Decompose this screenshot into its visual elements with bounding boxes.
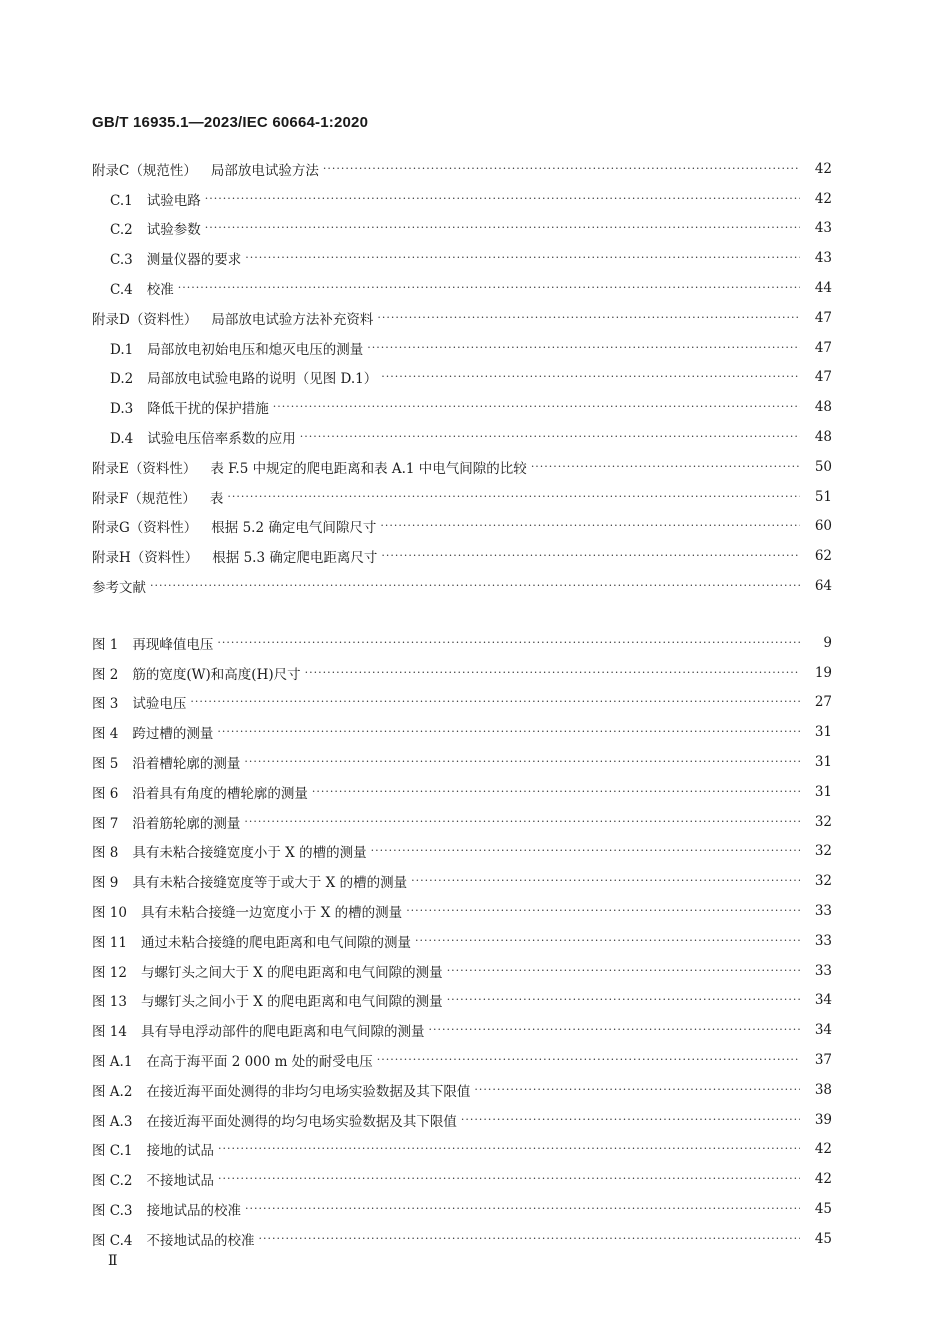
toc-entry-label (92, 1050, 377, 1070)
toc-entry-page: 42 (814, 1141, 832, 1158)
toc-entry-label (92, 1199, 245, 1219)
toc-entry-number: 图 9 (92, 875, 119, 892)
toc-entry-number: 附录D（资料性） (92, 311, 198, 328)
toc-entry-page: 43 (814, 220, 832, 237)
toc-entry[interactable] (92, 303, 832, 333)
toc-entry-number: 附录E（资料性） (92, 460, 197, 477)
toc-entry-page: 19 (814, 664, 832, 681)
toc-entry-title: 与螺钉头之间大于 X 的爬电距离和电气间隙的测量 (140, 964, 443, 981)
toc-entry-label (92, 308, 377, 328)
toc-entry-label (92, 901, 406, 921)
toc-entry-label (92, 1229, 259, 1249)
toc-entry-number: 附录F（规范性） (92, 490, 196, 507)
toc-entry[interactable] (92, 896, 832, 926)
toc-entry-number: 图 7 (92, 815, 119, 832)
toc-entry-title: 不接地试品 (146, 1173, 215, 1190)
toc-entry-label (92, 1020, 428, 1040)
toc-leader-dots (178, 280, 800, 296)
toc-entry-page: 62 (814, 548, 832, 565)
toc-entry-title: 表 (209, 490, 224, 507)
toc-entry-label (92, 516, 380, 536)
toc-entry[interactable] (92, 1015, 832, 1045)
toc-entry-title: 具有未粘合接缝宽度小于 X 的槽的测量 (132, 845, 367, 862)
toc-entry-title: 不接地试品的校准 (146, 1232, 255, 1249)
toc-leader-dots (461, 1112, 800, 1128)
toc-entry-page: 48 (814, 399, 832, 416)
toc-entry-page: 50 (814, 458, 832, 475)
toc-entry-page: 38 (814, 1081, 832, 1098)
toc-leader-dots (217, 724, 800, 740)
toc-entry-label (92, 576, 150, 596)
toc-entry-page: 64 (814, 578, 832, 595)
toc-entry-label (92, 990, 447, 1010)
toc-entry-title: 校准 (146, 282, 174, 299)
toc-entry-page: 32 (814, 873, 832, 890)
toc-leader-dots (205, 220, 800, 236)
toc-entry[interactable] (92, 658, 832, 688)
toc-entry-title: 根据 5.2 确定电气间隙尺寸 (211, 520, 377, 537)
document-header: GB/T 16935.1—2023/IEC 60664-1:2020 (92, 114, 369, 131)
toc-entry-label (92, 487, 227, 507)
toc-entry[interactable] (92, 512, 832, 542)
toc-leader-dots (381, 548, 800, 564)
toc-entry-page: 34 (814, 992, 832, 1009)
toc-leader-dots (245, 1201, 800, 1217)
toc-entry[interactable] (92, 777, 832, 807)
toc-entry[interactable] (92, 482, 832, 512)
toc-entry-label (92, 722, 217, 742)
toc-entry-title: 沿着筋轮廓的测量 (132, 815, 241, 832)
toc-entry-label (92, 1139, 218, 1159)
toc-entry-title: 表 F.5 中规定的爬电距离和表 A.1 中电气间隙的比较 (210, 460, 527, 477)
toc-entry[interactable] (92, 717, 832, 747)
toc-entry-page: 60 (814, 518, 832, 535)
toc-entry-number: 图 C.4 (92, 1232, 133, 1249)
toc-entry-label (110, 397, 273, 417)
toc-entry[interactable] (92, 184, 832, 214)
toc-entry-title: 沿着槽轮廓的测量 (132, 756, 241, 773)
toc-entry-label (92, 961, 447, 981)
toc-entry[interactable] (92, 956, 832, 986)
toc-entry-number: C.1 (110, 192, 133, 209)
toc-entry-page: 43 (814, 250, 832, 267)
toc-entry-title: 在接近海平面处测得的均匀电场实验数据及其下限值 (146, 1113, 457, 1130)
toc-entry-page: 45 (814, 1201, 832, 1218)
toc-entry-page: 39 (814, 1111, 832, 1128)
toc-annex-section (92, 154, 832, 601)
toc-entry-title: 试验参数 (146, 222, 201, 239)
toc-entry-label (92, 812, 244, 832)
toc-entry-title: 局部放电试验方法 (210, 162, 319, 179)
toc-leader-dots (244, 814, 800, 830)
toc-entry[interactable] (92, 986, 832, 1016)
toc-entry-number: C.2 (110, 222, 133, 239)
toc-entry[interactable] (92, 333, 832, 363)
toc-entry-number: 附录H（资料性） (92, 550, 199, 567)
toc-entry-number: 图 1 (92, 636, 119, 653)
toc-entry-title: 局部放电试验方法补充资料 (211, 311, 374, 328)
toc-leader-dots (381, 369, 800, 385)
toc-entry-label (92, 633, 217, 653)
toc-leader-dots (300, 429, 800, 445)
toc-entry-page: 47 (814, 369, 832, 386)
toc-entry-number: 图 3 (92, 696, 119, 713)
toc-leader-dots (245, 250, 800, 266)
toc-leader-dots (411, 873, 800, 889)
toc-entry-number: 图 C.2 (92, 1173, 133, 1190)
toc-leader-dots (447, 963, 800, 979)
toc-entry-label (92, 1169, 218, 1189)
toc-leader-dots (305, 665, 800, 681)
toc-entry-page: 44 (814, 280, 832, 297)
toc-leader-dots (217, 635, 800, 651)
toc-entry-title: 接地试品的校准 (146, 1203, 242, 1220)
toc-entry-page: 51 (814, 488, 832, 505)
toc-entry[interactable] (92, 452, 832, 482)
toc-entry-page: 42 (814, 1171, 832, 1188)
toc-entry-label (92, 782, 312, 802)
toc-entry-label (92, 1110, 461, 1130)
toc-entry-number: D.3 (110, 401, 134, 418)
toc-leader-dots (415, 933, 800, 949)
toc-entry[interactable] (92, 154, 832, 184)
toc-leader-dots (377, 310, 800, 326)
toc-entry-label (110, 218, 205, 238)
toc-entry-title: 参考文献 (92, 580, 146, 597)
toc-entry[interactable] (92, 541, 832, 571)
toc-entry-page: 31 (814, 754, 832, 771)
toc-entry[interactable] (92, 392, 832, 422)
toc-leader-dots (367, 340, 800, 356)
toc-entry[interactable] (92, 273, 832, 303)
toc-entry-number: 图 C.1 (92, 1143, 133, 1160)
toc-entry-page: 48 (814, 429, 832, 446)
toc-figures-section (92, 628, 832, 1254)
toc-entry-title: 测量仪器的要求 (146, 252, 242, 269)
toc-entry[interactable] (92, 1045, 832, 1075)
toc-entry-page: 45 (814, 1230, 832, 1247)
toc-entry-title: 根据 5.3 确定爬电距离尺寸 (212, 550, 378, 567)
toc-entry-title: 试验电压 (132, 696, 187, 713)
toc-entry-page: 32 (814, 843, 832, 860)
toc-entry[interactable] (92, 1194, 832, 1224)
toc-leader-dots (273, 399, 800, 415)
toc-leader-dots (205, 191, 800, 207)
toc-entry-title: 在高于海平面 2 000 m 处的耐受电压 (146, 1054, 373, 1071)
toc-entry-title: 筋的宽度(W)和高度(H)尺寸 (132, 666, 301, 683)
toc-entry-title: 具有导电浮动部件的爬电距离和电气间隙的测量 (140, 1024, 425, 1041)
toc-entry-page: 33 (814, 903, 832, 920)
toc-entry-page: 31 (814, 783, 832, 800)
toc-entry-title: 在接近海平面处测得的非均匀电场实验数据及其下限值 (146, 1083, 471, 1100)
toc-entry-page: 47 (814, 309, 832, 326)
toc-leader-dots (312, 784, 800, 800)
toc-entry[interactable] (92, 363, 832, 393)
toc-entry-title: 沿着具有角度的槽轮廓的测量 (132, 785, 308, 802)
toc-entry-page: 34 (814, 1022, 832, 1039)
toc-entry-title: 具有未粘合接缝宽度等于或大于 X 的槽的测量 (132, 875, 408, 892)
toc-entry-number: 图 A.3 (92, 1113, 133, 1130)
toc-entry-number: D.4 (110, 431, 134, 448)
toc-entry-number: C.4 (110, 282, 133, 299)
toc-leader-dots (371, 843, 800, 859)
toc-entry-title: 局部放电试验电路的说明（见图 D.1） (147, 371, 378, 388)
toc-entry[interactable] (92, 866, 832, 896)
toc-entry-number: 图 4 (92, 726, 119, 743)
toc-leader-dots (218, 1171, 800, 1187)
toc-entry-title: 再现峰值电压 (132, 636, 214, 653)
toc-entry-label (92, 663, 305, 683)
toc-leader-dots (406, 903, 800, 919)
toc-entry-title: 与螺钉头之间小于 X 的爬电距离和电气间隙的测量 (140, 994, 443, 1011)
toc-leader-dots (190, 694, 800, 710)
toc-entry[interactable] (92, 1105, 832, 1135)
toc-entry-page: 42 (814, 190, 832, 207)
toc-entry-label (92, 159, 323, 179)
toc-entry-page: 32 (814, 813, 832, 830)
toc-leader-dots (227, 489, 800, 505)
toc-entry-number: 图 13 (92, 994, 127, 1011)
toc-entry[interactable] (92, 926, 832, 956)
toc-entry-title: 具有未粘合接缝一边宽度小于 X 的槽的测量 (140, 905, 403, 922)
toc-entry-page: 37 (814, 1052, 832, 1069)
toc-entry-label (110, 278, 178, 298)
toc-entry-number: D.1 (110, 341, 134, 358)
toc-entry[interactable] (92, 837, 832, 867)
toc-entry-number: 图 A.1 (92, 1054, 133, 1071)
toc-entry[interactable] (92, 571, 832, 601)
toc-entry-number: 图 11 (92, 934, 127, 951)
toc-entry-page: 33 (814, 932, 832, 949)
toc-entry-page: 42 (814, 160, 832, 177)
toc-entry-label (92, 457, 531, 477)
toc-entry-number: 图 6 (92, 785, 119, 802)
toc-entry[interactable] (92, 243, 832, 273)
toc-entry-page: 27 (814, 694, 832, 711)
toc-entry-number: 图 14 (92, 1024, 127, 1041)
toc-entry[interactable] (92, 422, 832, 452)
toc-entry-number: 图 10 (92, 905, 127, 922)
toc-leader-dots (218, 1141, 800, 1157)
toc-entry-label (92, 931, 415, 951)
toc-leader-dots (428, 1022, 800, 1038)
toc-entry-number: 图 A.2 (92, 1083, 133, 1100)
toc-entry-title: 局部放电初始电压和熄灭电压的测量 (147, 341, 364, 358)
toc-leader-dots (377, 1052, 800, 1068)
toc-leader-dots (447, 992, 800, 1008)
toc-entry-title: 降低干扰的保护措施 (147, 401, 269, 418)
toc-leader-dots (474, 1082, 800, 1098)
toc-entry-page: 9 (823, 634, 832, 651)
toc-entry[interactable] (92, 214, 832, 244)
toc-entry-title: 试验电压倍率系数的应用 (147, 431, 296, 448)
toc-entry-number: 图 5 (92, 756, 119, 773)
toc-entry-label (92, 546, 381, 566)
toc-leader-dots (244, 754, 800, 770)
toc-entry-page: 47 (814, 339, 832, 356)
toc-leader-dots (259, 1231, 800, 1247)
toc-entry-page: 31 (814, 724, 832, 741)
toc-entry-title: 跨过槽的测量 (132, 726, 214, 743)
toc-entry[interactable] (92, 1075, 832, 1105)
toc-entry-title: 试验电路 (146, 192, 201, 209)
toc-entry-label (110, 427, 300, 447)
toc-entry-label (92, 841, 371, 861)
toc-entry-number: C.3 (110, 252, 133, 269)
toc-entry-label (110, 248, 245, 268)
toc-entry[interactable] (92, 1224, 832, 1254)
toc-entry-number: 附录C（规范性） (92, 162, 197, 179)
toc-entry-label (110, 367, 381, 387)
toc-entry-number: 图 C.3 (92, 1203, 133, 1220)
toc-entry[interactable] (92, 688, 832, 718)
toc-entry[interactable] (92, 1135, 832, 1165)
toc-entry-label (110, 338, 367, 358)
toc-entry-number: 图 8 (92, 845, 119, 862)
toc-entry-number: 图 12 (92, 964, 127, 981)
toc-leader-dots (380, 518, 800, 534)
toc-leader-dots (323, 161, 800, 177)
toc-entry-page: 33 (814, 962, 832, 979)
toc-entry-number: D.2 (110, 371, 134, 388)
toc-leader-dots (150, 578, 800, 594)
toc-entry-number: 图 2 (92, 666, 119, 683)
toc-entry[interactable] (92, 807, 832, 837)
toc-entry-title: 接地的试品 (146, 1143, 215, 1160)
toc-entry-title: 通过未粘合接缝的爬电距离和电气间隙的测量 (140, 934, 411, 951)
toc-leader-dots (531, 459, 800, 475)
toc-entry[interactable] (92, 628, 832, 658)
toc-entry-label (92, 1080, 474, 1100)
toc-entry-label (92, 871, 411, 891)
toc-entry[interactable] (92, 747, 832, 777)
toc-entry-number: 附录G（资料性） (92, 520, 198, 537)
toc-entry[interactable] (92, 1164, 832, 1194)
toc-entry-label (92, 692, 190, 712)
toc-entry-label (92, 752, 244, 772)
toc-entry-label (110, 189, 205, 209)
page-number: Ⅱ (108, 1253, 118, 1269)
